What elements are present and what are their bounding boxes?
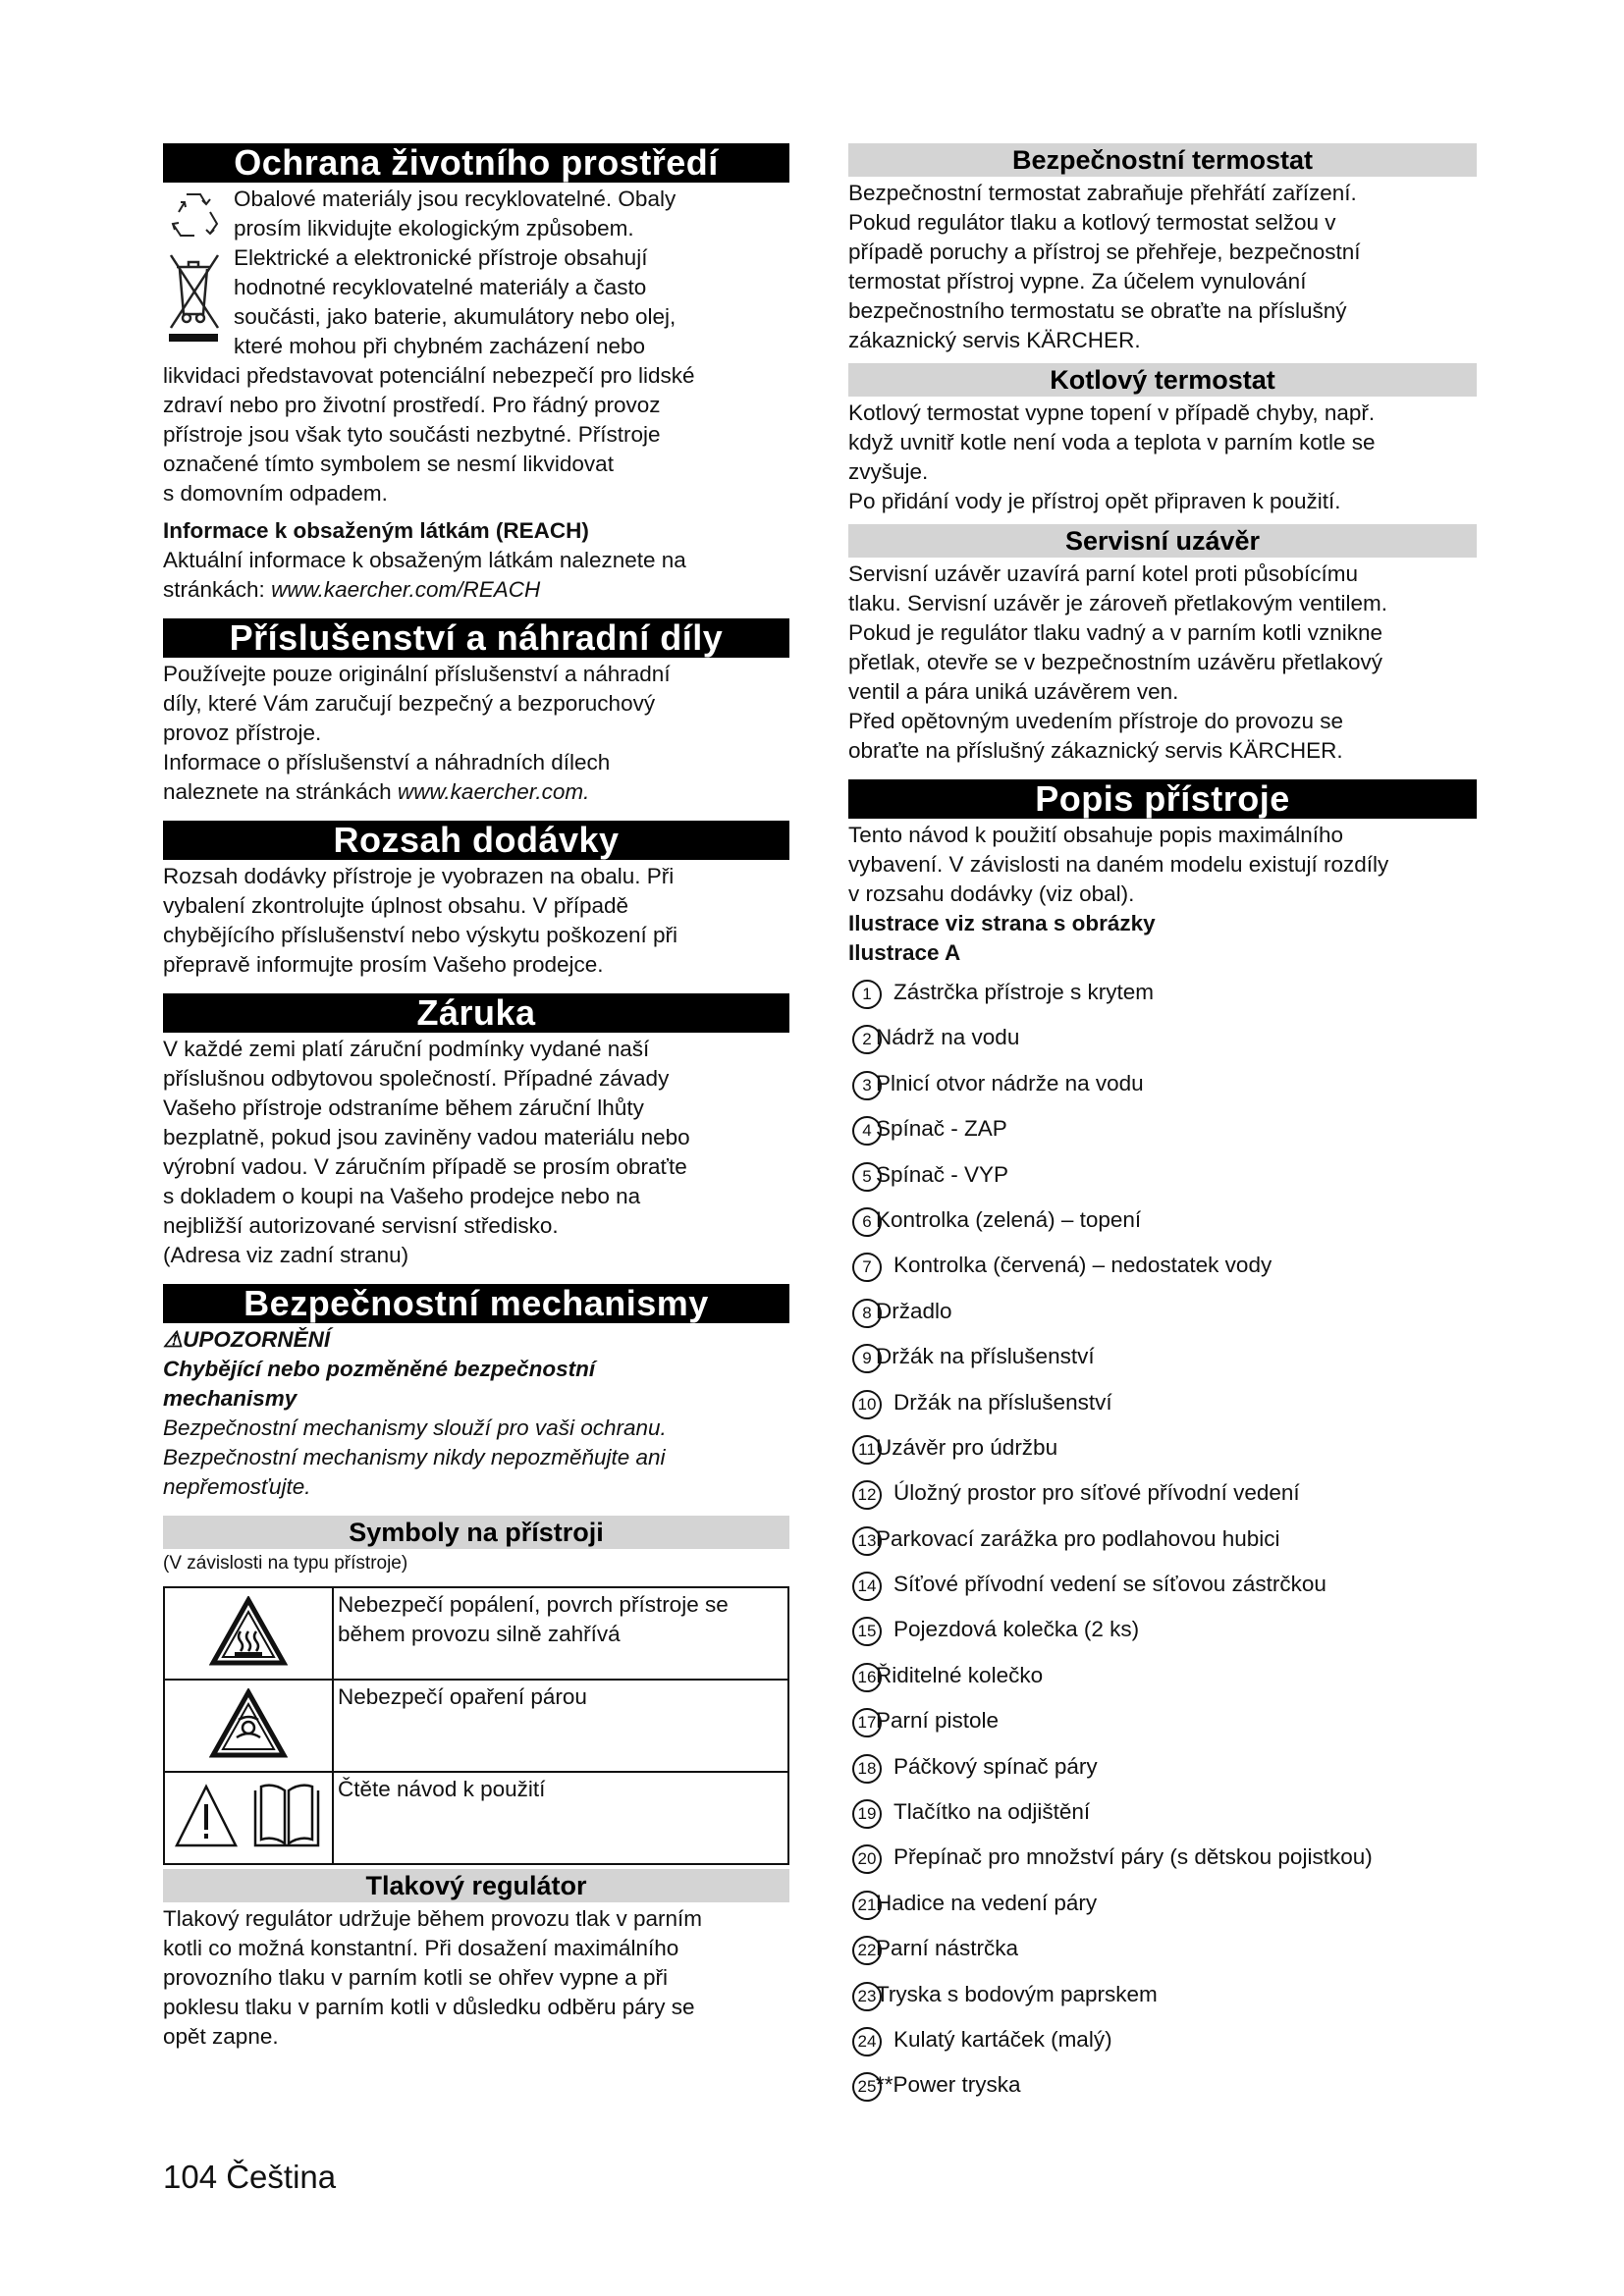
part-item <box>848 1431 1477 1476</box>
thermostat-line: termostat přístroj vypne. Za účelem vynulování <box>848 269 1307 294</box>
warning-line: Bezpečnostní mechanismy slouží pro vaši ochranu. <box>163 1415 667 1440</box>
part-item <box>848 1067 1477 1112</box>
part-number-badge: 4 <box>852 1116 882 1146</box>
warranty-line: příslušnou odbytovou společností. Případné závady <box>163 1066 670 1091</box>
part-item <box>848 1568 1477 1613</box>
part-label: Přepínač pro množství páry (s dětskou pojistkou) <box>893 1844 1373 1870</box>
env-line: likvidaci představovat potenciální nebezpečí pro lidské <box>163 363 695 388</box>
weee-paragraph <box>163 243 789 361</box>
warranty-line: výrobní vadou. V záručním případě se prosím obraťte <box>163 1154 687 1179</box>
warning-triangle-icon: ⚠ <box>163 1327 184 1352</box>
illustration-a: Ilustrace A <box>848 940 961 965</box>
thermostat-line: Bezpečnostní termostat zabraňuje přehřátí zařízení. <box>848 181 1357 205</box>
boiler-line: když uvnitř kotle není voda a teplota v parním kotle se <box>848 430 1376 454</box>
heading-boiler-thermostat: Kotlový termostat <box>848 363 1477 397</box>
warranty-line: (Adresa viz zadní stranu) <box>163 1243 409 1267</box>
heading-accessories: Příslušenství a náhradní díly <box>163 618 789 658</box>
illustration-ref: Ilustrace viz strana s obrázky <box>848 911 1156 935</box>
service-line: obraťte na příslušný zákaznický servis KÄRCHER. <box>848 738 1343 763</box>
part-number-badge: 25 <box>852 2072 882 2102</box>
part-item <box>848 1112 1477 1157</box>
part-label: Držák na příslušenství <box>893 1389 1112 1415</box>
page-footer: 104 Čeština <box>163 2159 337 2195</box>
heading-delivery: Rozsah dodávky <box>163 821 789 860</box>
part-label: Spínač - ZAP <box>876 1116 1007 1142</box>
reach-line: stránkách: www.kaercher.com/REACH <box>163 577 541 602</box>
part-label: Hadice na vedení páry <box>876 1890 1098 1915</box>
boiler-line: zvyšuje. <box>848 459 929 484</box>
part-number-badge: 18 <box>852 1754 882 1784</box>
part-label: Zástrčka přístroje s krytem <box>893 980 1155 1004</box>
service-line: přetlak, otevře se v bezpečnostním uzávěru přetlakový <box>848 650 1383 674</box>
env-line: označené tímto symbolem se nesmí likvidovat <box>163 452 614 476</box>
delivery-line: chybějícího příslušenství nebo výskytu poškození při <box>163 923 678 947</box>
accessories-line: díly, které Vám zaručují bezpečný a bezporuchový <box>163 691 656 716</box>
warning-label: ⚠UPOZORNĚNÍ <box>163 1327 331 1352</box>
service-line: Pokud je regulátor tlaku vadný a v parním kotli vznikne <box>848 620 1383 645</box>
accessories-line: provoz přístroje. <box>163 721 322 745</box>
part-item <box>848 1021 1477 1066</box>
symbol-cell <box>164 1772 333 1864</box>
crossed-out-bin-icon <box>163 245 224 344</box>
pressure-line: poklesu tlaku v parním kotli v důsledku odběru páry se <box>163 1995 695 2019</box>
part-item <box>848 1887 1477 1932</box>
reach-line: Aktuální informace k obsaženým látkám naleznete na <box>163 548 686 572</box>
description-line: v rozsahu dodávky (viz obal). <box>848 881 1135 906</box>
delivery-line: přepravě informujte prosím Vašeho prodejce. <box>163 952 604 977</box>
parts-list <box>848 976 1477 2114</box>
reach-title: Informace k obsaženým látkám (REACH) <box>163 518 589 543</box>
part-item <box>848 1659 1477 1704</box>
pressure-line: Tlakový regulátor udržuje během provozu tlak v parním <box>163 1906 703 1931</box>
part-label: Plnicí otvor nádrže na vodu <box>876 1070 1144 1095</box>
part-number-badge: 15 <box>852 1617 882 1646</box>
part-label: Kulatý kartáček (malý) <box>893 2026 1112 2052</box>
env-line: které mohou při chybném zacházení nebo <box>234 334 645 358</box>
recycling-icon <box>163 187 224 243</box>
symbol-row <box>164 1680 788 1772</box>
part-number-badge: 8 <box>852 1299 882 1328</box>
pressure-line: opět zapne. <box>163 2024 279 2049</box>
description-line: vybavení. V závislosti na daném modelu existují rozdíly <box>848 852 1389 877</box>
part-label: Tlačítko na odjištění <box>893 1799 1091 1825</box>
boiler-line: Po přidání vody je přístroj opět připraven k použití. <box>848 489 1341 513</box>
symbols-table <box>163 1586 789 1865</box>
accessories-link[interactable]: www.kaercher.com. <box>397 779 590 804</box>
part-label: Pojezdová kolečka (2 ks) <box>893 1617 1140 1642</box>
part-item <box>848 2068 1477 2113</box>
part-item <box>848 1704 1477 1749</box>
part-number-badge: 11 <box>852 1435 882 1465</box>
delivery-line: Rozsah dodávky přístroje je vyobrazen na obalu. Při <box>163 864 675 888</box>
reach-link[interactable]: www.kaercher.com/REACH <box>271 577 541 602</box>
part-number-badge: 2 <box>852 1025 882 1054</box>
warning-title: mechanismy <box>163 1386 298 1411</box>
part-label: Parní nástrčka <box>876 1936 1019 1961</box>
service-line: Před opětovným uvedením přístroje do provozu se <box>848 709 1344 733</box>
symbol-row <box>164 1587 788 1680</box>
part-label: Držák na příslušenství <box>876 1344 1095 1369</box>
part-number-badge: 24 <box>852 2027 882 2056</box>
warning-title: Chybějící nebo pozměněné bezpečnostní <box>163 1357 596 1381</box>
part-label: Parní pistole <box>876 1708 1000 1734</box>
heading-pressure-regulator: Tlakový regulátor <box>163 1869 789 1902</box>
warranty-line: bezplatně, pokud jsou zaviněny vadou materiálu nebo <box>163 1125 690 1149</box>
part-number-badge: 17 <box>852 1708 882 1737</box>
part-number-badge: 10 <box>852 1390 882 1419</box>
service-line: ventil a pára uniká uzávěrem ven. <box>848 679 1179 704</box>
env-line: Obalové materiály jsou recyklovatelné. Obaly <box>234 187 677 211</box>
part-number-badge: 7 <box>852 1253 882 1282</box>
warranty-line: V každé zemi platí záruční podmínky vydané naší <box>163 1037 650 1061</box>
env-line: prosím likvidujte ekologickým způsobem. <box>234 216 634 240</box>
part-number-badge: 1 <box>852 980 882 1009</box>
part-number-badge: 20 <box>852 1844 882 1874</box>
part-number-badge: 13 <box>852 1526 882 1556</box>
part-label: Uzávěr pro údržbu <box>876 1434 1058 1460</box>
symbol-text: Nebezpečí popálení, povrch přístroje se během provozu silně zahřívá <box>333 1587 788 1680</box>
steam-scald-warning-icon <box>209 1688 288 1759</box>
part-label: Řiditelné kolečko <box>876 1662 1044 1687</box>
part-item <box>848 1249 1477 1294</box>
delivery-line: vybalení zkontrolujte úplnost obsahu. V případě <box>163 893 629 918</box>
read-manual-icon <box>175 1781 322 1851</box>
accessories-line: naleznete na stránkách www.kaercher.com. <box>163 779 590 804</box>
part-number-badge: 23 <box>852 1982 882 2011</box>
packaging-paragraph <box>163 185 789 243</box>
warranty-line: Vašeho přístroje odstraníme během záruční lhůty <box>163 1095 644 1120</box>
part-label: Spínač - VYP <box>876 1161 1009 1187</box>
part-label: Úložný prostor pro síťové přívodní vedení <box>893 1480 1300 1506</box>
thermostat-line: Pokud regulátor tlaku a kotlový termostat selžou v <box>848 210 1336 235</box>
part-item <box>848 976 1477 1021</box>
part-item <box>848 1386 1477 1431</box>
warning-line: nepřemosťujte. <box>163 1474 311 1499</box>
part-label: Kontrolka (zelená) – topení <box>876 1206 1142 1232</box>
part-item <box>848 1295 1477 1340</box>
part-item <box>848 1203 1477 1249</box>
heading-symbols: Symboly na přístroji <box>163 1516 789 1549</box>
part-item <box>848 2023 1477 2068</box>
part-label: Držadlo <box>876 1298 952 1323</box>
env-line: součásti, jako baterie, akumulátory nebo olej, <box>234 304 677 329</box>
part-item <box>848 1795 1477 1841</box>
part-number-badge: 21 <box>852 1891 882 1920</box>
part-item <box>848 1340 1477 1385</box>
part-number-badge: 19 <box>852 1799 882 1829</box>
part-item <box>848 1841 1477 1886</box>
part-label: Parkovací zarážka pro podlahovou hubici <box>876 1525 1280 1551</box>
part-item <box>848 1932 1477 1977</box>
thermostat-line: zákaznický servis KÄRCHER. <box>848 328 1141 352</box>
part-number-badge: 3 <box>852 1071 882 1100</box>
service-line: Servisní uzávěr uzavírá parní kotel proti působícímu <box>848 561 1358 586</box>
right-column <box>848 143 1477 2114</box>
env-line: přístroje jsou však tyto součásti nezbytné. Přístroje <box>163 422 661 447</box>
part-number-badge: 14 <box>852 1572 882 1601</box>
part-number-badge: 22 <box>852 1936 882 1965</box>
part-item <box>848 1613 1477 1658</box>
part-number-badge: 16 <box>852 1663 882 1692</box>
thermostat-line: bezpečnostního termostatu se obraťte na příslušný <box>848 298 1347 323</box>
accessories-line: Používejte pouze originální příslušenství a náhradní <box>163 662 671 686</box>
pressure-line: provozního tlaku v parním kotli se ohřev vypne a při <box>163 1965 669 1990</box>
thermostat-line: případě poruchy a přístroj se přehřeje, bezpečnostní <box>848 240 1361 264</box>
part-label: **Power tryska <box>876 2072 1021 2098</box>
part-label: Tryska s bodovým paprskem <box>876 1981 1158 2006</box>
symbol-cell <box>164 1680 333 1772</box>
pressure-line: kotli co možná konstantní. Při dosažení maximálního <box>163 1936 679 1960</box>
part-label: Síťové přívodní vedení se síťovou zástrčkou <box>893 1572 1326 1597</box>
warranty-line: s dokladem o koupi na Vašeho prodejce nebo na <box>163 1184 641 1208</box>
warning-line: Bezpečnostní mechanismy nikdy nepozměňujte ani <box>163 1445 666 1469</box>
part-label: Páčkový spínač páry <box>893 1753 1098 1779</box>
heading-service-cap: Servisní uzávěr <box>848 524 1477 558</box>
env-line: zdraví nebo pro životní prostředí. Pro řádný provoz <box>163 393 661 417</box>
heading-safety-thermostat: Bezpečnostní termostat <box>848 143 1477 177</box>
heading-safety-mechanisms: Bezpečnostní mechanismy <box>163 1284 789 1323</box>
part-item <box>848 1476 1477 1522</box>
hot-surface-warning-icon <box>209 1596 288 1667</box>
heading-device-description: Popis přístroje <box>848 779 1477 819</box>
env-line: s domovním odpadem. <box>163 481 388 506</box>
env-line: hodnotné recyklovatelné materiály a často <box>234 275 647 299</box>
part-number-badge: 6 <box>852 1207 882 1237</box>
symbol-cell <box>164 1587 333 1680</box>
left-column <box>163 143 789 2052</box>
heading-warranty: Záruka <box>163 993 789 1033</box>
part-number-badge: 12 <box>852 1480 882 1510</box>
symbol-row <box>164 1772 788 1864</box>
service-line: tlaku. Servisní uzávěr je zároveň přetlakovým ventilem. <box>848 591 1387 615</box>
env-line: Elektrické a elektronické přístroje obsahují <box>234 245 648 270</box>
warranty-line: nejbližší autorizované servisní středisko. <box>163 1213 559 1238</box>
symbol-text: Čtěte návod k použití <box>333 1772 788 1864</box>
part-label: Nádrž na vodu <box>876 1025 1020 1050</box>
symbol-text: Nebezpečí opaření párou <box>333 1680 788 1772</box>
symbols-note: (V závislosti na typu přístroje) <box>163 1553 408 1574</box>
part-item <box>848 1750 1477 1795</box>
part-item <box>848 1978 1477 2023</box>
accessories-line: Informace o příslušenství a náhradních dílech <box>163 750 611 774</box>
part-number-badge: 5 <box>852 1162 882 1192</box>
part-label: Kontrolka (červená) – nedostatek vody <box>893 1253 1272 1278</box>
description-line: Tento návod k použití obsahuje popis maximálního <box>848 823 1344 847</box>
part-number-badge: 9 <box>852 1344 882 1373</box>
heading-environment: Ochrana životního prostředí <box>163 143 789 183</box>
part-item <box>848 1522 1477 1568</box>
part-item <box>848 1158 1477 1203</box>
boiler-line: Kotlový termostat vypne topení v případě chyby, např. <box>848 400 1376 425</box>
